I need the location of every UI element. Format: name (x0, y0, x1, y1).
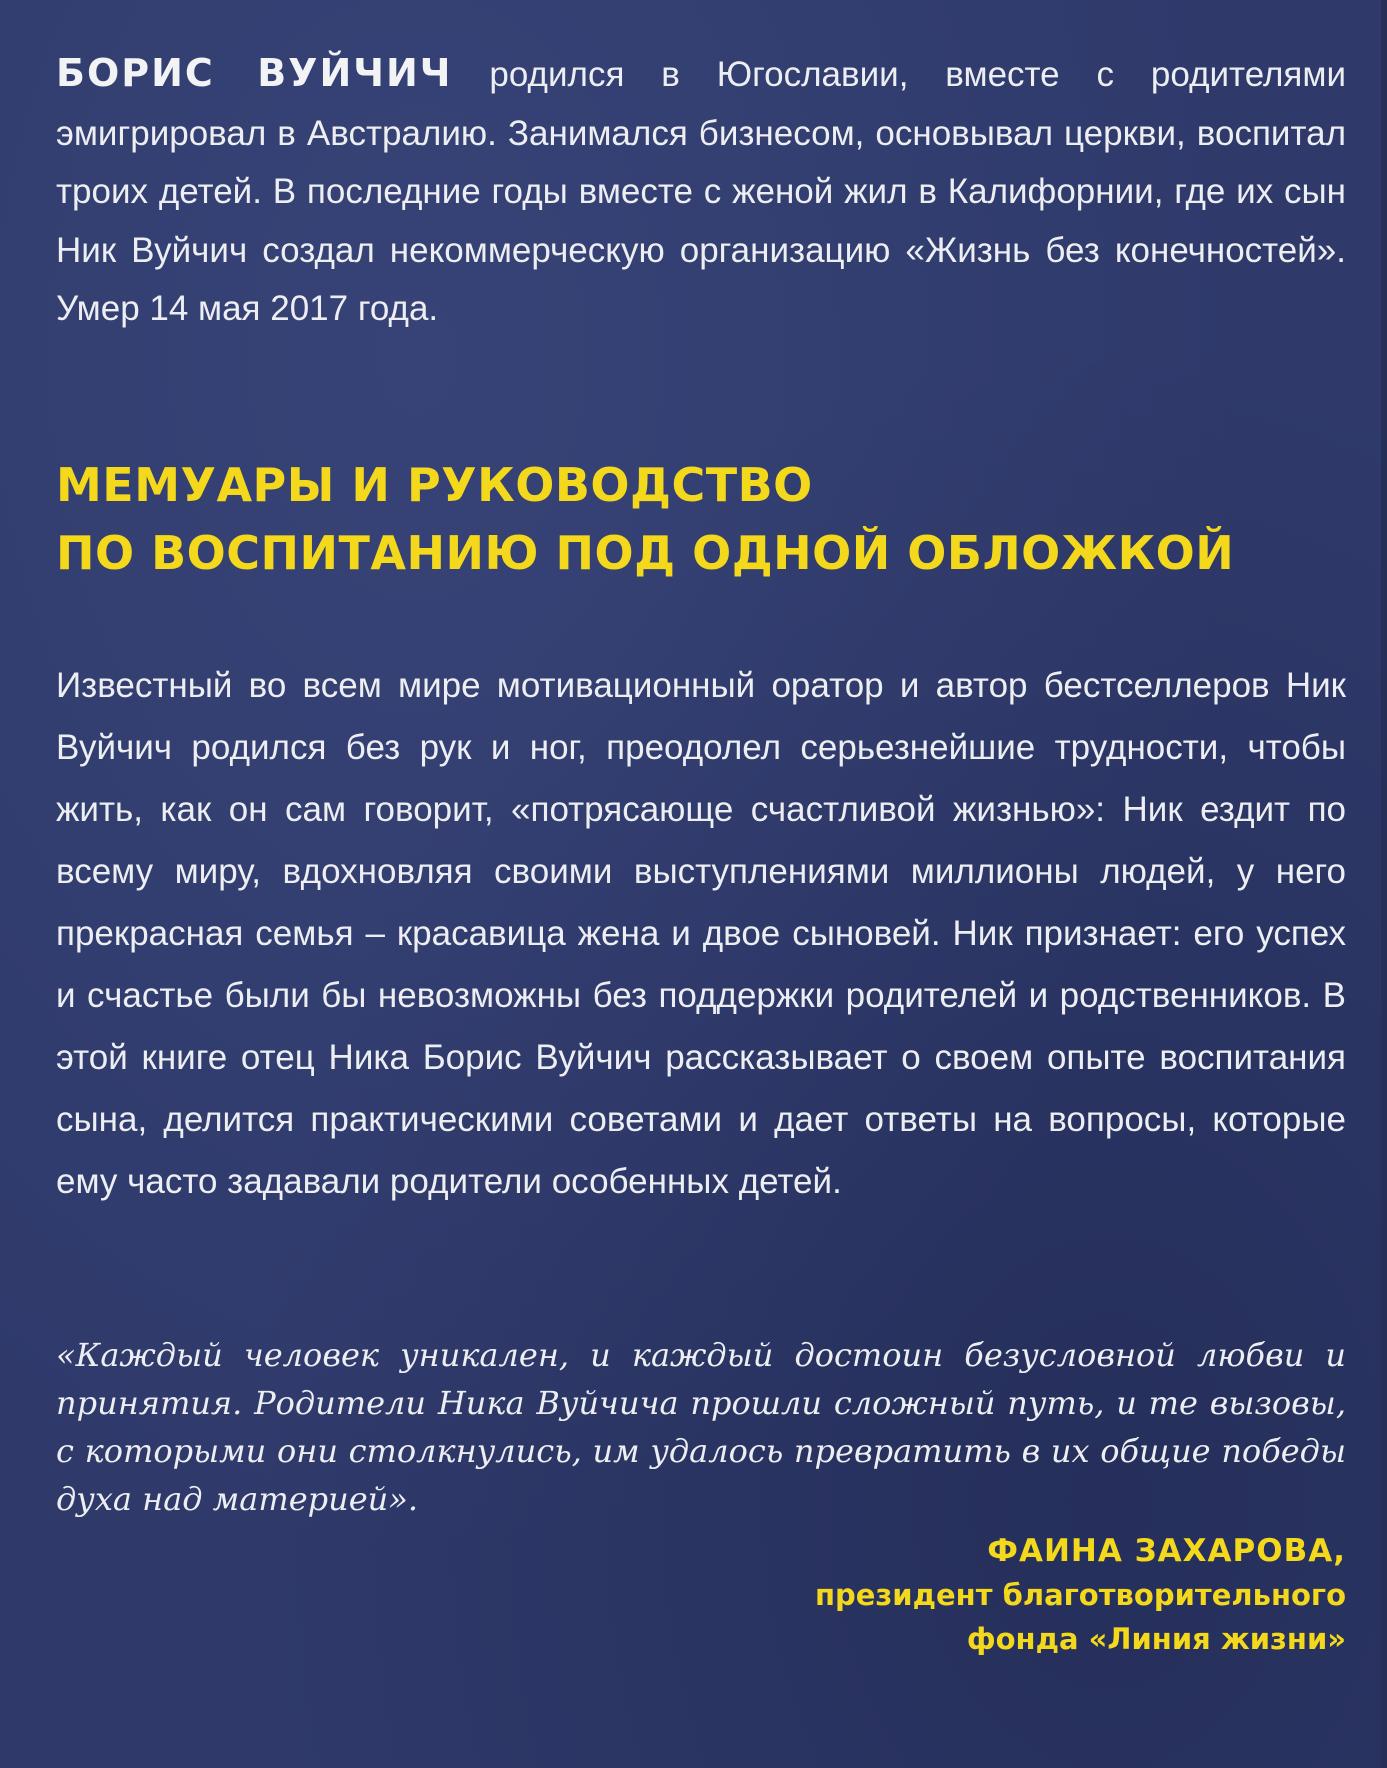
headline (56, 451, 1346, 587)
headline-line-2: ПО ВОСПИТАНИЮ ПОД ОДНОЙ ОБЛОЖКОЙ (56, 525, 1235, 580)
book-description: Известный во всем мире мотивационный оратор и автор бестселлеров Ник Вуйчич родился без рук и ног, преодолел серьезнейшие трудности, чтобы жить, как он сам говорит, «потрясающе счастливой жизнью»: Ник ездит по всему миру, вдохновляя своими выступлениями миллионы людей, у него прекрасная семья – красавица жена и двое сыновей. Ник признает: его успех и счастье были бы невозможны без поддержки родителей и родственников. В этой книге отец Ника Борис Вуйчич рассказывает о своем опыте воспитания сына, делится практическими советами и дает ответы на вопросы, которые ему часто задавали родители особенных детей. (56, 665, 1346, 1201)
back-cover (56, 44, 1346, 1661)
scan-edge (1381, 0, 1387, 1768)
author-name: БОРИС ВУЙЧИЧ (56, 51, 453, 95)
author-bio-text: родился в Югославии, вместе с родителями эмигрировал в Австралию. Занимался бизнесом, основывал церкви, воспитал троих детей. В последние годы вместе с женой жил в Калифорнии, где их сын Ник Вуйчич создал некоммерческую организацию «Жизнь без конечностей». Умер 14 мая 2017 года. (56, 55, 1346, 328)
quote-author-role-1: президент благотворительного (814, 1577, 1346, 1612)
quote-author-role-2: фонда «Линия жизни» (966, 1621, 1346, 1656)
headline-line-1: МЕМУАРЫ И РУКОВОДСТВО (56, 457, 813, 512)
author-bio (56, 44, 1346, 339)
quote-attribution (56, 1529, 1346, 1661)
testimonial-quote: «Каждый человек уникален, и каждый достоин безусловной любви и принятия. Родители Ника Вуйчича прошли сложный путь, и те вызовы, с которыми они столкнулись, им удалось превратить в их общие победы духа над материей». (56, 1335, 1346, 1518)
quote-author: ФАИНА ЗАХАРОВА, (987, 1532, 1346, 1569)
